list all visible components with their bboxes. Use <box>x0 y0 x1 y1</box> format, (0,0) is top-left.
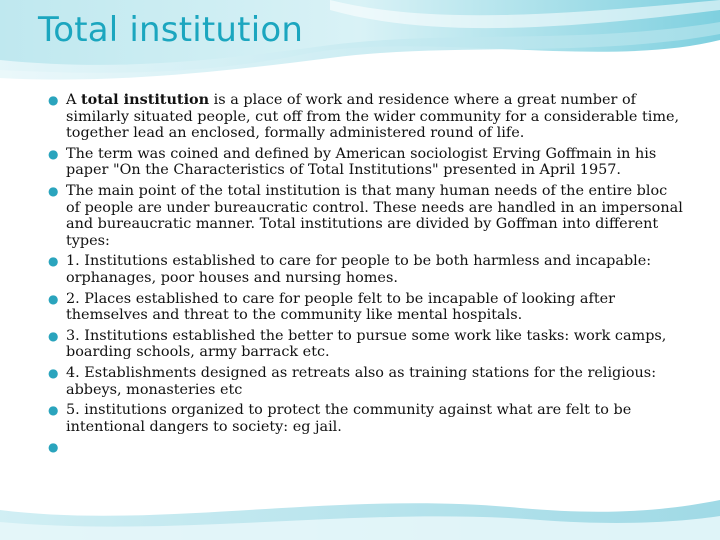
bullet-dot-icon: ● <box>48 328 59 343</box>
bullet-text: is a place of work and residence where a great number of similarly situated people, cut off from the wider community for a considerable time, together lead an enclosed, formally administered round of life. <box>66 92 680 142</box>
bullet-item <box>48 328 684 361</box>
bullet-prefix: A <box>66 92 81 108</box>
bullet-item <box>48 253 684 286</box>
bullet-text: 5. institutions organized to protect the community against what are felt to be intentional dangers to society: eg jail. <box>66 402 632 435</box>
bullet-item <box>48 291 684 324</box>
bullet-item-empty <box>48 439 684 456</box>
bullet-dot-icon: ● <box>48 254 59 269</box>
bullet-text <box>66 439 71 455</box>
slide-title: Total institution <box>38 10 304 50</box>
footer-wave-decoration <box>0 470 720 540</box>
bullet-text: 4. Establishments designed as retreats also as training stations for the religious: abbeys, monasteries etc <box>66 364 657 398</box>
bullet-text: 2. Places established to care for people felt to be incapable of looking after themselves and threat to the community like mental hospitals. <box>66 290 616 324</box>
bullet-item <box>48 146 684 179</box>
bullet-dot-icon: ● <box>48 403 59 418</box>
bullet-dot-icon: ● <box>48 291 59 306</box>
bullet-item <box>48 402 684 435</box>
bullet-text: The term was coined and defined by American sociologist Erving Goffmain in his paper "On the Characteristics of Total Institutions" presented in April 1957. <box>66 145 657 179</box>
bullet-dot-icon: ● <box>48 440 59 455</box>
bullet-text: 1. Institutions established to care for people to be both harmless and incapable: orphanages, poor houses and nursing homes. <box>66 253 652 286</box>
bullet-item <box>48 92 684 142</box>
bullet-dot-icon: ● <box>48 365 59 380</box>
bullet-bold-term: total institution <box>80 91 210 108</box>
bullet-dot-icon: ● <box>48 183 59 198</box>
bullet-dot-icon: ● <box>48 146 59 161</box>
bullet-text: The main point of the total institution is that many human needs of the entire bloc of people are under bureaucratic control. These needs are handled in an impersonal and bureaucratic manner. Total institutions are divided by Goffman into different types: <box>66 182 683 249</box>
bullet-item <box>48 365 684 398</box>
bullet-text: 3. Institutions established the better to pursue some work like tasks: work camps, boarding schools, army barrack etc. <box>66 327 667 361</box>
bullet-dot-icon: ● <box>48 93 59 107</box>
bullet-item <box>48 183 684 249</box>
bullet-list <box>48 92 684 460</box>
